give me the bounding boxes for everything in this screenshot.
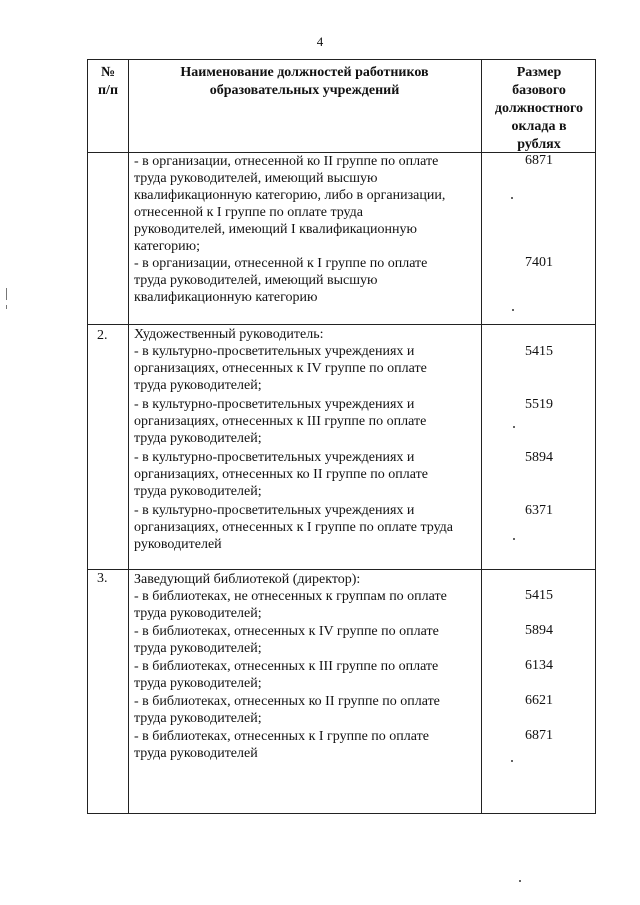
row-text-line: Заведующий библиотекой (директор): xyxy=(134,572,361,587)
row-text-line: труда руководителей; xyxy=(134,484,262,499)
row-text-line: - в библиотеках, отнесенных к IV группе по оплате xyxy=(134,624,439,639)
row-text-line: организациях, отнесенных к III группе по оплате xyxy=(134,414,427,429)
scan-dot xyxy=(512,309,514,311)
salary-value: 6621 xyxy=(525,693,553,708)
row-text-line: - в библиотеках, отнесенных к I группе по оплате xyxy=(134,729,429,744)
row-text-line: - в культурно-просветительных учреждениях и xyxy=(134,344,415,359)
row-divider xyxy=(88,569,595,570)
row-text-line: организациях, отнесенных ко II группе по оплате xyxy=(134,467,428,482)
row-text-line: труда руководителей, имеющий высшую xyxy=(134,273,378,288)
salary-value: 6871 xyxy=(525,728,553,743)
row-text-line: - в культурно-просветительных учреждениях и xyxy=(134,450,415,465)
salary-value: 5894 xyxy=(525,450,553,465)
row-text-line: - в библиотеках, отнесенных ко II группе по оплате xyxy=(134,694,440,709)
salary-value: 6371 xyxy=(525,503,553,518)
row-text-line: - в культурно-просветительных учреждениях и xyxy=(134,503,415,518)
scan-artifact xyxy=(6,305,7,309)
page-number: 4 xyxy=(316,34,324,49)
row-text-line: труда руководителей; xyxy=(134,606,262,621)
salary-value: 6134 xyxy=(525,658,553,673)
row-text-line: труда руководителей, имеющий высшую xyxy=(134,171,378,186)
column-divider xyxy=(128,60,129,813)
salary-value: 5894 xyxy=(525,623,553,638)
row-text-line: труда руководителей xyxy=(134,746,258,761)
scan-dot xyxy=(511,760,513,762)
salary-value: 5415 xyxy=(525,344,553,359)
row-text-line: - в организации, отнесенной ко II группе по оплате xyxy=(134,154,439,169)
row-number: 3. xyxy=(97,571,108,586)
row-text-line: труда руководителей; xyxy=(134,641,262,656)
row-text-line: руководителей, имеющий I квалификационную xyxy=(134,222,417,237)
row-text-line: - в библиотеках, отнесенных к III группе по оплате xyxy=(134,659,439,674)
scan-dot xyxy=(513,426,515,428)
header-number-column: № п/п xyxy=(97,65,119,98)
row-text-line: труда руководителей; xyxy=(134,378,262,393)
salary-value: 6871 xyxy=(525,153,553,168)
scan-dot xyxy=(519,880,521,882)
row-divider xyxy=(88,324,595,325)
row-text-line: Художественный руководитель: xyxy=(134,327,324,342)
row-text-line: - в библиотеках, не отнесенных к группам по оплате xyxy=(134,589,447,604)
row-text-line: квалификационную категорию xyxy=(134,290,318,305)
row-number: 2. xyxy=(97,328,108,343)
row-text-line: организациях, отнесенных к I группе по оплате труда xyxy=(134,520,454,535)
scan-dot xyxy=(513,538,515,540)
salary-value: 7401 xyxy=(525,255,553,270)
row-text-line: - в культурно-просветительных учреждениях и xyxy=(134,397,415,412)
scan-artifact xyxy=(6,288,7,300)
salary-value: 5415 xyxy=(525,588,553,603)
row-text-line: - в организации, отнесенной к I группе по оплате xyxy=(134,256,428,271)
row-text-line: руководителей xyxy=(134,537,222,552)
row-text-line: организациях, отнесенных к IV группе по оплате xyxy=(134,361,427,376)
row-text-line: труда руководителей; xyxy=(134,431,262,446)
scan-dot xyxy=(511,197,513,199)
row-text-line: отнесенной к I группе по оплате труда xyxy=(134,205,363,220)
row-text-line: категорию; xyxy=(134,239,201,254)
salary-value: 5519 xyxy=(525,397,553,412)
salary-table xyxy=(87,59,596,814)
header-name-column: Наименование должностей работников образовательных учреждений xyxy=(180,65,429,98)
row-text-line: квалификационную категорию, либо в организации, xyxy=(134,188,446,203)
row-text-line: труда руководителей; xyxy=(134,711,262,726)
row-text-line: труда руководителей; xyxy=(134,676,262,691)
header-salary-column: Размер базового должностного оклада в рублях xyxy=(494,65,584,152)
